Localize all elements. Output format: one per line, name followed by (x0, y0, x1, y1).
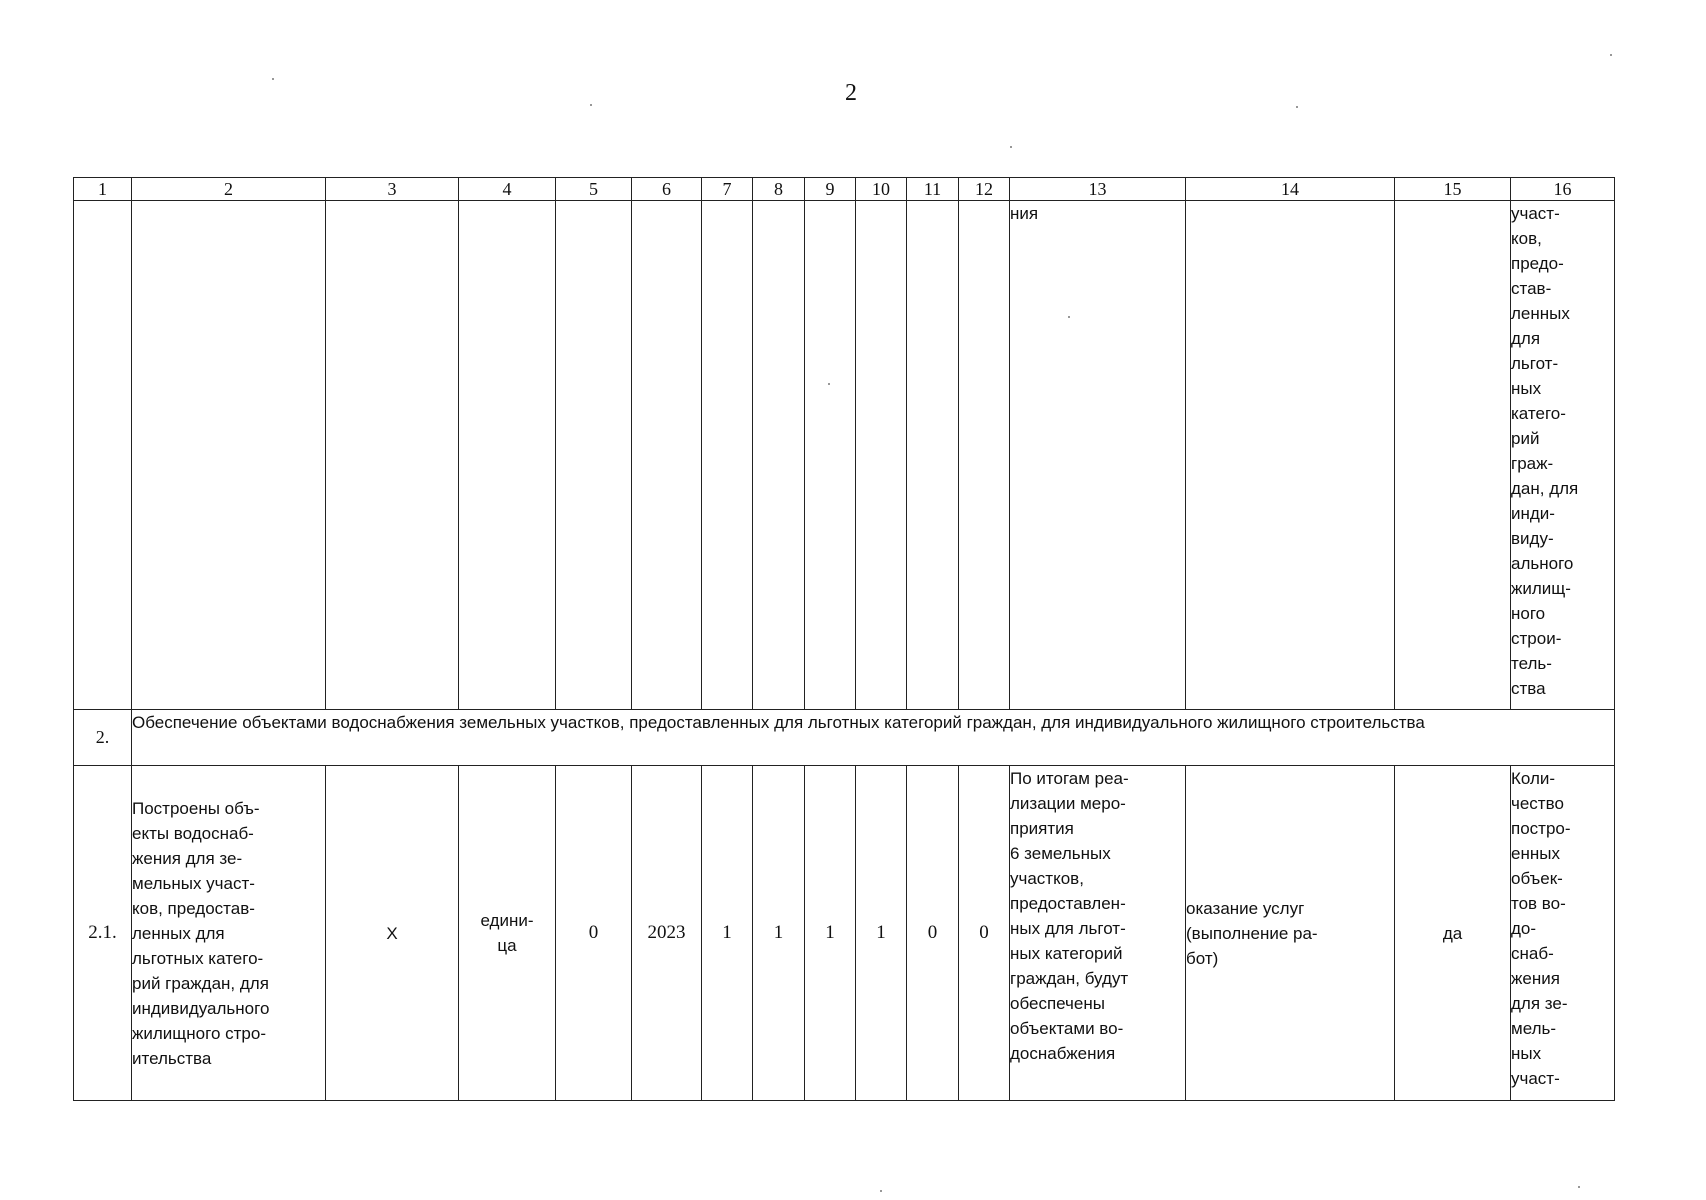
column-number: 10 (856, 178, 907, 201)
item-flag: да (1395, 766, 1511, 1101)
empty-cell (856, 201, 907, 710)
column-number: 1 (74, 178, 132, 201)
empty-cell (74, 201, 132, 710)
empty-cell (959, 201, 1010, 710)
column-number: 5 (556, 178, 632, 201)
continued-text-col16: участ- ков, предо- став- ленных для льгот- ных катего- рий граж- дан, для инди- виду- ального жилищ- ного строи- тель- ства (1511, 201, 1615, 710)
scan-speck (1610, 54, 1612, 56)
section-row (74, 710, 1615, 766)
section-number: 2. (74, 710, 132, 766)
value-col12: 0 (959, 766, 1010, 1101)
empty-cell (556, 201, 632, 710)
scan-speck (1010, 146, 1012, 148)
value-col9: 1 (805, 766, 856, 1101)
item-number: 2.1. (74, 766, 132, 1101)
value-col11: 0 (907, 766, 959, 1101)
item-description: По итогам реа- лизации меро- приятия 6 земельных участков, предоставлен- ных для льгот- ных категорий граждан, будут обеспечены объектами во- доснабжения (1010, 766, 1186, 1101)
item-type: оказание услуг (выполнение ра- бот) (1186, 766, 1395, 1101)
section-title: Обеспечение объектами водоснабжения земельных участков, предоставленных для льготных категорий граждан, для индивидуального жилищного строительства (132, 710, 1615, 766)
scan-speck (1578, 1186, 1580, 1188)
value-col7: 1 (702, 766, 753, 1101)
column-number: 13 (1010, 178, 1186, 201)
scan-speck (880, 1190, 882, 1192)
empty-cell (753, 201, 805, 710)
scan-speck (1296, 106, 1298, 108)
column-number: 15 (1395, 178, 1511, 201)
continued-text-col13: ния (1010, 201, 1186, 710)
column-number: 3 (326, 178, 459, 201)
empty-cell (907, 201, 959, 710)
value-col10: 1 (856, 766, 907, 1101)
table-row (74, 766, 1615, 1101)
column-number: 14 (1186, 178, 1395, 201)
empty-cell (702, 201, 753, 710)
result-name: Построены объ- екты водоснаб- жения для зе- мельных участ- ков, предостав- ленных для льготных катего- рий граждан, для индивидуального жилищного стро- ительства (132, 766, 326, 1101)
scan-speck (828, 383, 830, 385)
column-number: 7 (702, 178, 753, 201)
base-year: 2023 (632, 766, 702, 1101)
column-number: 9 (805, 178, 856, 201)
scan-speck (272, 78, 274, 80)
column-number: 2 (132, 178, 326, 201)
column-number: 11 (907, 178, 959, 201)
item-col16: Коли- чество постро- енных объек- тов во- до- снаб- жения для зе- мель- ных участ- (1511, 766, 1615, 1101)
column-number: 12 (959, 178, 1010, 201)
empty-cell (1186, 201, 1395, 710)
scan-speck (1068, 316, 1070, 318)
page-number: 2 (845, 80, 857, 106)
continuation-row (74, 201, 1615, 710)
empty-cell (632, 201, 702, 710)
base-value: 0 (556, 766, 632, 1101)
column-number: 4 (459, 178, 556, 201)
empty-cell (459, 201, 556, 710)
empty-cell (132, 201, 326, 710)
column-number: 16 (1511, 178, 1615, 201)
unit-of-measure: едини- ца (459, 766, 556, 1101)
results-table (73, 177, 1615, 1101)
empty-cell (805, 201, 856, 710)
column-number: 6 (632, 178, 702, 201)
scan-speck (590, 104, 592, 106)
column-number: 8 (753, 178, 805, 201)
value-col8: 1 (753, 766, 805, 1101)
empty-cell (326, 201, 459, 710)
col3-value: X (326, 766, 459, 1101)
column-number-row (74, 178, 1615, 201)
empty-cell (1395, 201, 1511, 710)
